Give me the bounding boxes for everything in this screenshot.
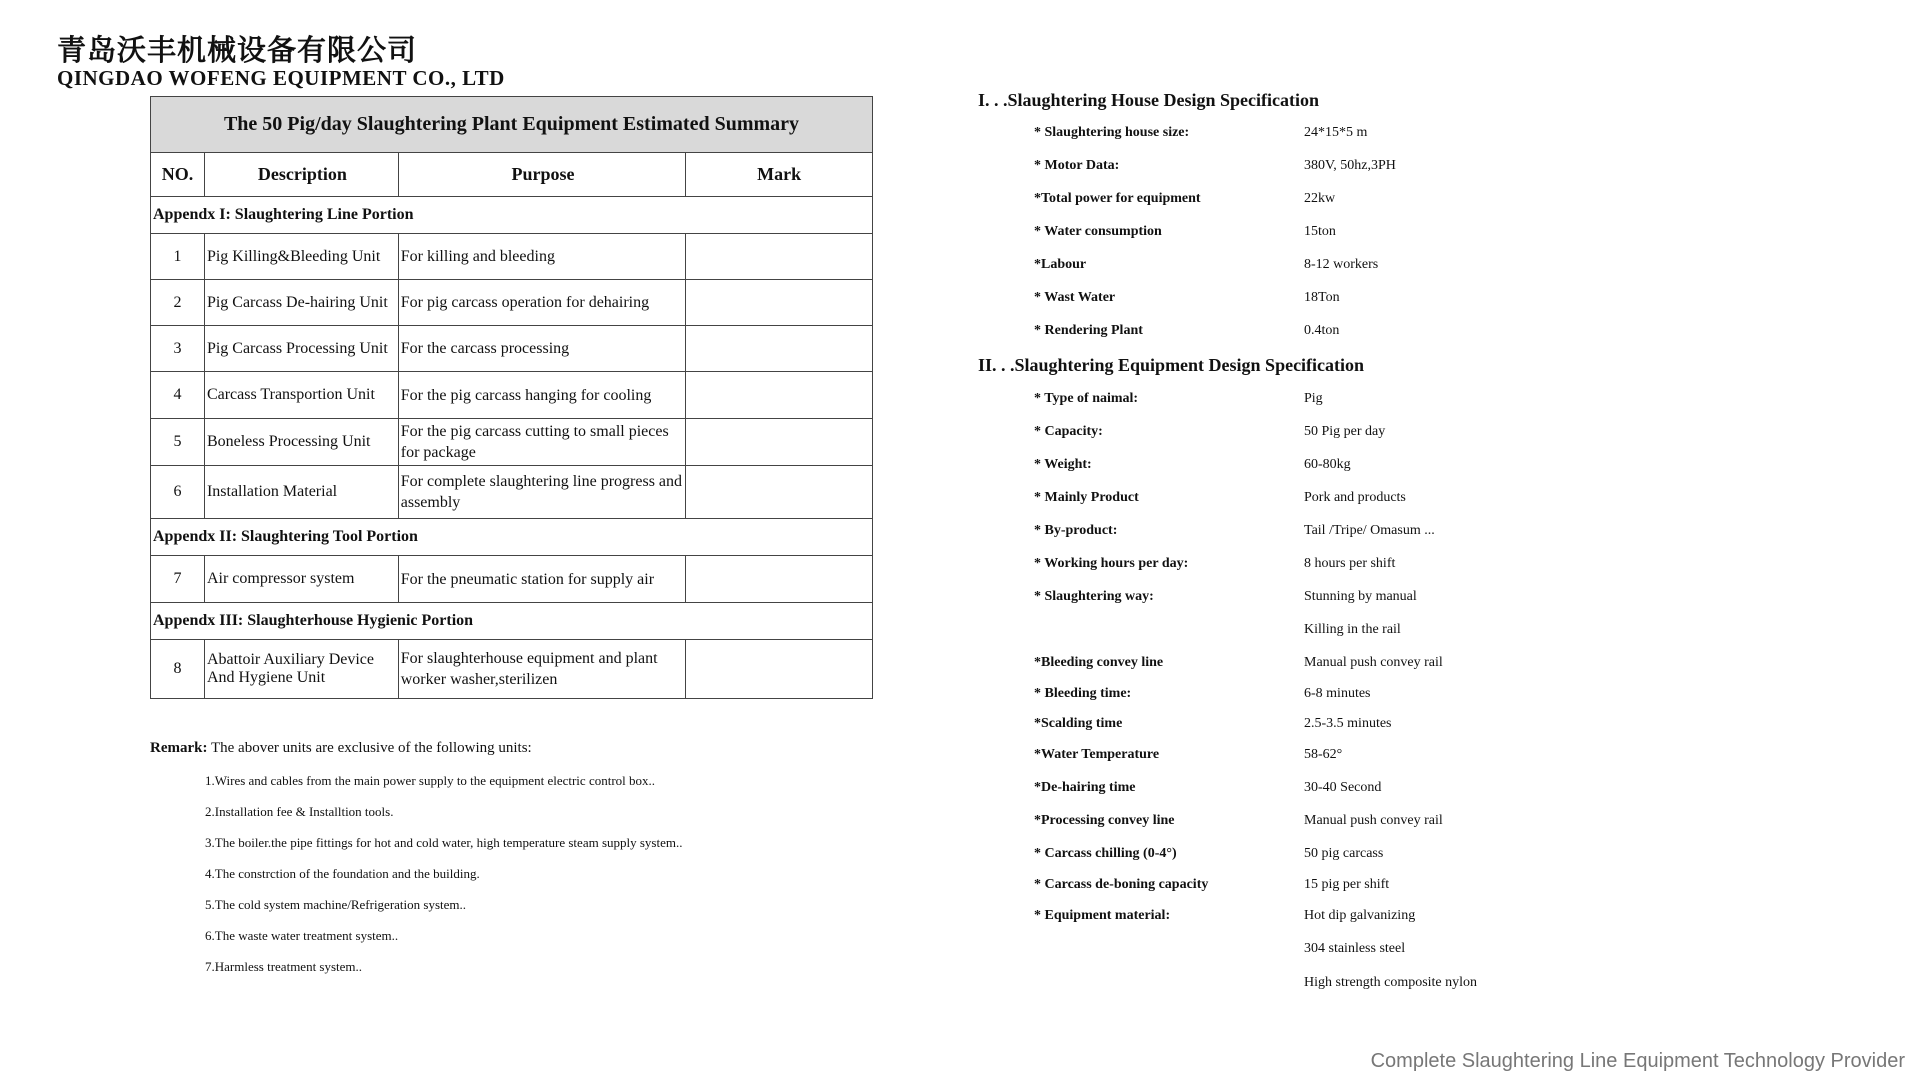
spec-value: 2.5-3.5 minutes bbox=[1304, 716, 1392, 731]
table-row bbox=[151, 280, 873, 326]
spec-value: 8 hours per shift bbox=[1304, 556, 1396, 571]
row-number: 6 bbox=[151, 466, 205, 519]
spec-value: 0.4ton bbox=[1304, 323, 1340, 338]
spec-label: * Motor Data: bbox=[1034, 158, 1120, 173]
remark-text: The abover units are exclusive of the following units: bbox=[210, 740, 532, 756]
row-purpose: For slaughterhouse equipment and plant worker washer,sterilizen bbox=[398, 640, 686, 699]
spec-value: Stunning by manual bbox=[1304, 589, 1417, 604]
spec-label: * Equipment material: bbox=[1034, 908, 1171, 923]
remark-label: Remark: bbox=[150, 740, 208, 756]
spec-value: 6-8 minutes bbox=[1304, 686, 1371, 701]
table-row bbox=[151, 640, 873, 699]
section-row bbox=[151, 603, 873, 640]
column-header-purpose: Purpose bbox=[398, 153, 686, 197]
remark-item: 5.The cold system machine/Refrigeration system.. bbox=[205, 897, 467, 912]
row-mark bbox=[686, 466, 873, 519]
table-row bbox=[151, 466, 873, 519]
row-purpose: For the pig carcass cutting to small pieces for package bbox=[398, 419, 686, 466]
row-mark bbox=[686, 419, 873, 466]
section-title: Appendx II: Slaughtering Tool Portion bbox=[151, 519, 873, 556]
row-number: 2 bbox=[151, 280, 205, 326]
spec-value: 60-80kg bbox=[1304, 457, 1351, 472]
spec-label: *Labour bbox=[1034, 257, 1087, 272]
equipment-spec-heading: II. . .Slaughtering Equipment Design Specification bbox=[978, 355, 1365, 375]
row-number: 1 bbox=[151, 234, 205, 280]
remark-item: 2.Installation fee & Installtion tools. bbox=[205, 804, 394, 819]
spec-value: Pork and products bbox=[1304, 490, 1406, 505]
company-name-chinese: 青岛沃丰机械设备有限公司 bbox=[57, 33, 418, 67]
table-row bbox=[151, 556, 873, 603]
spec-label: * Type of naimal: bbox=[1034, 391, 1139, 406]
spec-label: * Bleeding time: bbox=[1034, 686, 1132, 701]
row-purpose: For the pig carcass hanging for cooling bbox=[398, 372, 686, 419]
equipment-summary-table bbox=[150, 96, 873, 699]
table-row bbox=[151, 234, 873, 280]
spec-value: Killing in the rail bbox=[1304, 622, 1401, 637]
spec-value: 58-62° bbox=[1304, 747, 1343, 762]
row-number: 3 bbox=[151, 326, 205, 372]
remark-item: 7.Harmless treatment system.. bbox=[205, 959, 363, 974]
spec-label: * By-product: bbox=[1034, 523, 1118, 538]
row-mark bbox=[686, 234, 873, 280]
remark-item: 1.Wires and cables from the main power supply to the equipment electric control box.. bbox=[205, 773, 656, 788]
row-mark bbox=[686, 556, 873, 603]
spec-value: 24*15*5 m bbox=[1304, 125, 1368, 140]
spec-value: 304 stainless steel bbox=[1304, 941, 1406, 956]
spec-value: 15 pig per shift bbox=[1304, 877, 1390, 892]
house-spec-heading: I. . .Slaughtering House Design Specification bbox=[978, 90, 1320, 110]
row-mark bbox=[686, 372, 873, 419]
spec-label: *Total power for equipment bbox=[1034, 191, 1201, 206]
row-description: Air compressor system bbox=[204, 556, 398, 603]
row-description: Boneless Processing Unit bbox=[204, 419, 398, 466]
section-title: Appendx III: Slaughterhouse Hygienic Portion bbox=[151, 603, 873, 640]
spec-label: * Carcass chilling (0-4°) bbox=[1034, 846, 1177, 861]
remark-item: 3.The boiler.the pipe fittings for hot and cold water, high temperature steam supply system.. bbox=[205, 835, 683, 850]
spec-value: 8-12 workers bbox=[1304, 257, 1379, 272]
row-purpose: For killing and bleeding bbox=[398, 234, 686, 280]
column-header-mark: Mark bbox=[686, 153, 873, 197]
column-header-no: NO. bbox=[151, 153, 205, 197]
row-mark bbox=[686, 326, 873, 372]
row-description: Carcass Transportion Unit bbox=[204, 372, 398, 419]
row-purpose: For pig carcass operation for dehairing bbox=[398, 280, 686, 326]
company-name-english: QINGDAO WOFENG EQUIPMENT CO., LTD bbox=[57, 66, 505, 90]
footer-tagline: Complete Slaughtering Line Equipment Technology Provider bbox=[1370, 1050, 1905, 1072]
table-row bbox=[151, 326, 873, 372]
row-description: Pig Carcass De-hairing Unit bbox=[204, 280, 398, 326]
section-title: Appendx I: Slaughtering Line Portion bbox=[151, 197, 873, 234]
table-title: The 50 Pig/day Slaughtering Plant Equipment Estimated Summary bbox=[151, 97, 873, 153]
row-description: Abattoir Auxiliary Device And Hygiene Unit bbox=[204, 640, 398, 699]
remark-item: 4.The constrction of the foundation and the building. bbox=[205, 866, 480, 881]
remark bbox=[150, 740, 532, 757]
row-number: 7 bbox=[151, 556, 205, 603]
spec-label: *Bleeding convey line bbox=[1034, 655, 1164, 670]
spec-value: 30-40 Second bbox=[1304, 780, 1382, 795]
spec-value: 22kw bbox=[1304, 191, 1336, 206]
row-mark bbox=[686, 280, 873, 326]
spec-value: 18Ton bbox=[1304, 290, 1340, 305]
spec-value: 15ton bbox=[1304, 224, 1336, 239]
row-purpose: For complete slaughtering line progress and assembly bbox=[398, 466, 686, 519]
remark-list bbox=[205, 773, 682, 990]
section-row bbox=[151, 197, 873, 234]
spec-value: 50 pig carcass bbox=[1304, 846, 1384, 861]
spec-label: * Rendering Plant bbox=[1034, 323, 1143, 338]
table-row bbox=[151, 419, 873, 466]
spec-label: * Capacity: bbox=[1034, 424, 1103, 439]
row-number: 4 bbox=[151, 372, 205, 419]
spec-value: Manual push convey rail bbox=[1304, 655, 1443, 670]
spec-value: High strength composite nylon bbox=[1304, 975, 1478, 990]
spec-label: * Slaughtering house size: bbox=[1034, 125, 1190, 140]
row-description: Installation Material bbox=[204, 466, 398, 519]
spec-label: * Slaughtering way: bbox=[1034, 589, 1154, 604]
spec-label: * Carcass de-boning capacity bbox=[1034, 877, 1209, 892]
spec-value: Pig bbox=[1304, 391, 1323, 406]
spec-label: * Wast Water bbox=[1034, 290, 1116, 305]
row-description: Pig Carcass Processing Unit bbox=[204, 326, 398, 372]
spec-label: * Water consumption bbox=[1034, 224, 1162, 239]
spec-label: *De-hairing time bbox=[1034, 780, 1136, 795]
spec-label: * Working hours per day: bbox=[1034, 556, 1189, 571]
spec-value: 380V, 50hz,3PH bbox=[1304, 158, 1396, 173]
spec-label: *Scalding time bbox=[1034, 716, 1123, 731]
spec-label: * Mainly Product bbox=[1034, 490, 1139, 505]
column-header-description: Description bbox=[204, 153, 398, 197]
row-description: Pig Killing&Bleeding Unit bbox=[204, 234, 398, 280]
spec-value: 50 Pig per day bbox=[1304, 424, 1386, 439]
spec-label: *Processing convey line bbox=[1034, 813, 1175, 828]
spec-value: Tail /Tripe/ Omasum ... bbox=[1304, 523, 1435, 538]
spec-label: * Weight: bbox=[1034, 457, 1092, 472]
section-row bbox=[151, 519, 873, 556]
spec-value: Hot dip galvanizing bbox=[1304, 908, 1416, 923]
row-purpose: For the carcass processing bbox=[398, 326, 686, 372]
row-mark bbox=[686, 640, 873, 699]
row-purpose: For the pneumatic station for supply air bbox=[398, 556, 686, 603]
remark-item: 6.The waste water treatment system.. bbox=[205, 928, 399, 943]
row-number: 5 bbox=[151, 419, 205, 466]
table-header-row bbox=[151, 153, 873, 197]
spec-value: Manual push convey rail bbox=[1304, 813, 1443, 828]
spec-label: *Water Temperature bbox=[1034, 747, 1160, 762]
table-row bbox=[151, 372, 873, 419]
row-number: 8 bbox=[151, 640, 205, 699]
